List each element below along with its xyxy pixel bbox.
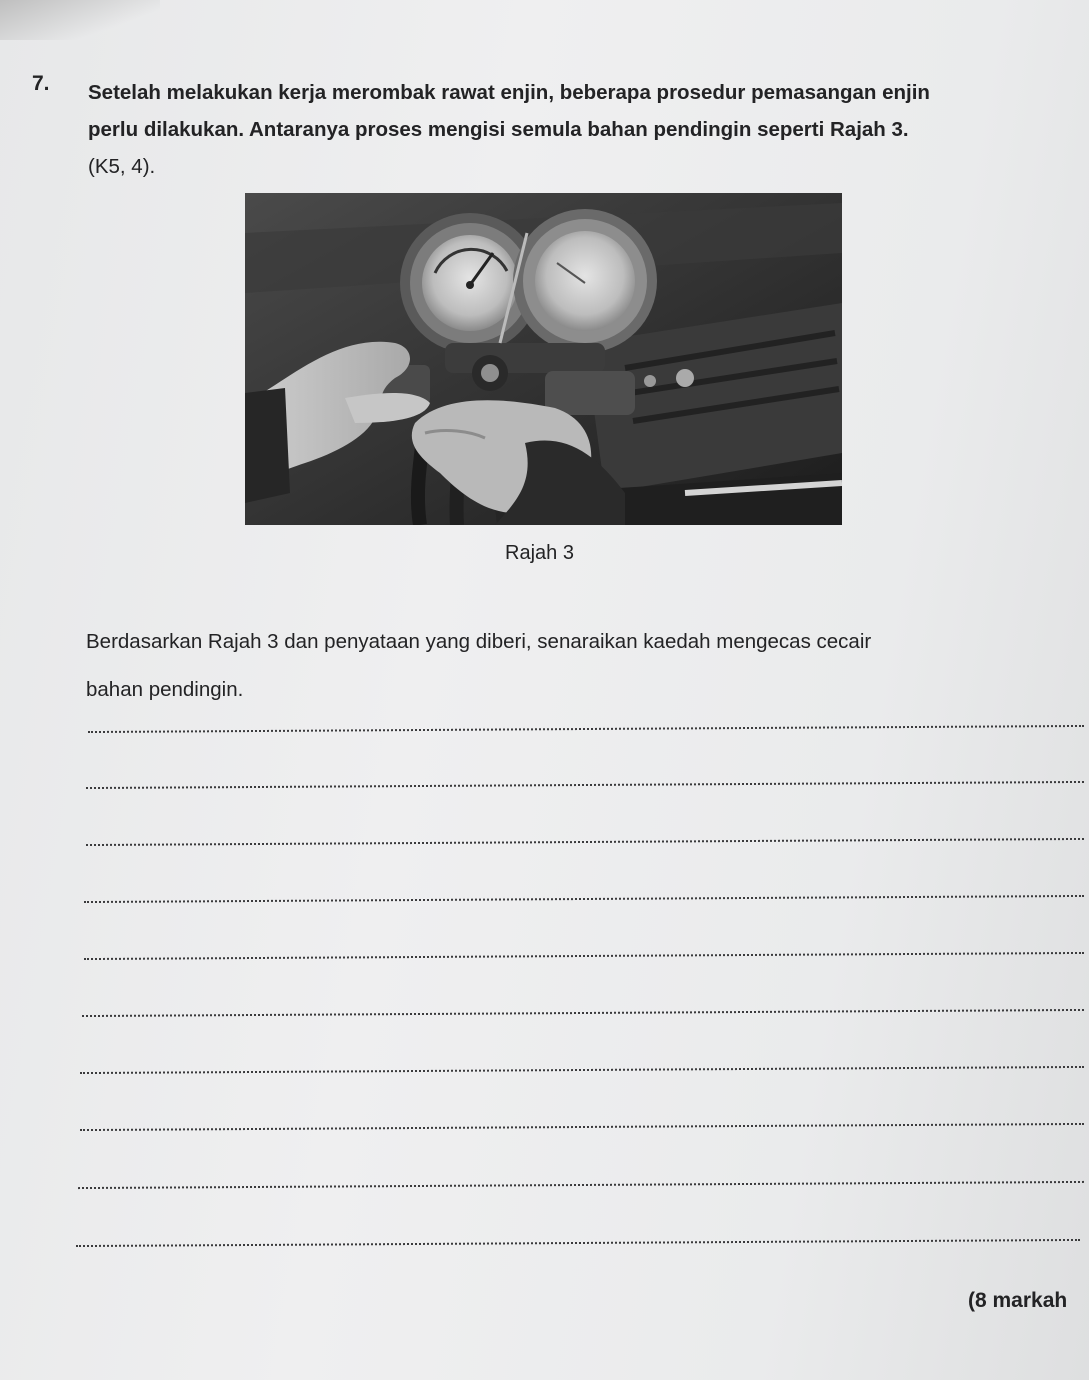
instruction-line-2: bahan pendingin. xyxy=(86,678,244,701)
answer-line[interactable] xyxy=(86,781,1084,789)
figure-caption: Rajah 3 xyxy=(505,542,574,564)
question-number: 7. xyxy=(32,72,50,95)
answer-line[interactable] xyxy=(86,838,1084,846)
question-line-2: perlu dilakukan. Antaranya proses mengisi semula bahan pendingin seperti Rajah 3. xyxy=(88,118,909,141)
answer-area[interactable] xyxy=(80,700,1080,1260)
question-line-1: Setelah melakukan kerja merombak rawat enjin, beberapa prosedur pemasangan enjin xyxy=(88,81,930,104)
manifold-gauge-photo xyxy=(245,193,842,525)
question-line-3: (K5, 4). xyxy=(88,155,156,178)
answer-line[interactable] xyxy=(82,1009,1084,1017)
answer-line[interactable] xyxy=(80,1123,1084,1131)
answer-line[interactable] xyxy=(80,1066,1084,1074)
answer-line[interactable] xyxy=(76,1239,1080,1247)
answer-line[interactable] xyxy=(84,895,1084,903)
question-text xyxy=(88,74,1048,185)
answer-line[interactable] xyxy=(88,725,1084,733)
answer-line[interactable] xyxy=(84,952,1084,960)
page-shadow xyxy=(0,0,160,40)
instruction-line-1: Berdasarkan Rajah 3 dan penyataan yang diberi, senaraikan kaedah mengecas cecair xyxy=(86,630,872,653)
marks-label: (8 markah xyxy=(968,1289,1068,1312)
answer-line[interactable] xyxy=(78,1181,1084,1189)
